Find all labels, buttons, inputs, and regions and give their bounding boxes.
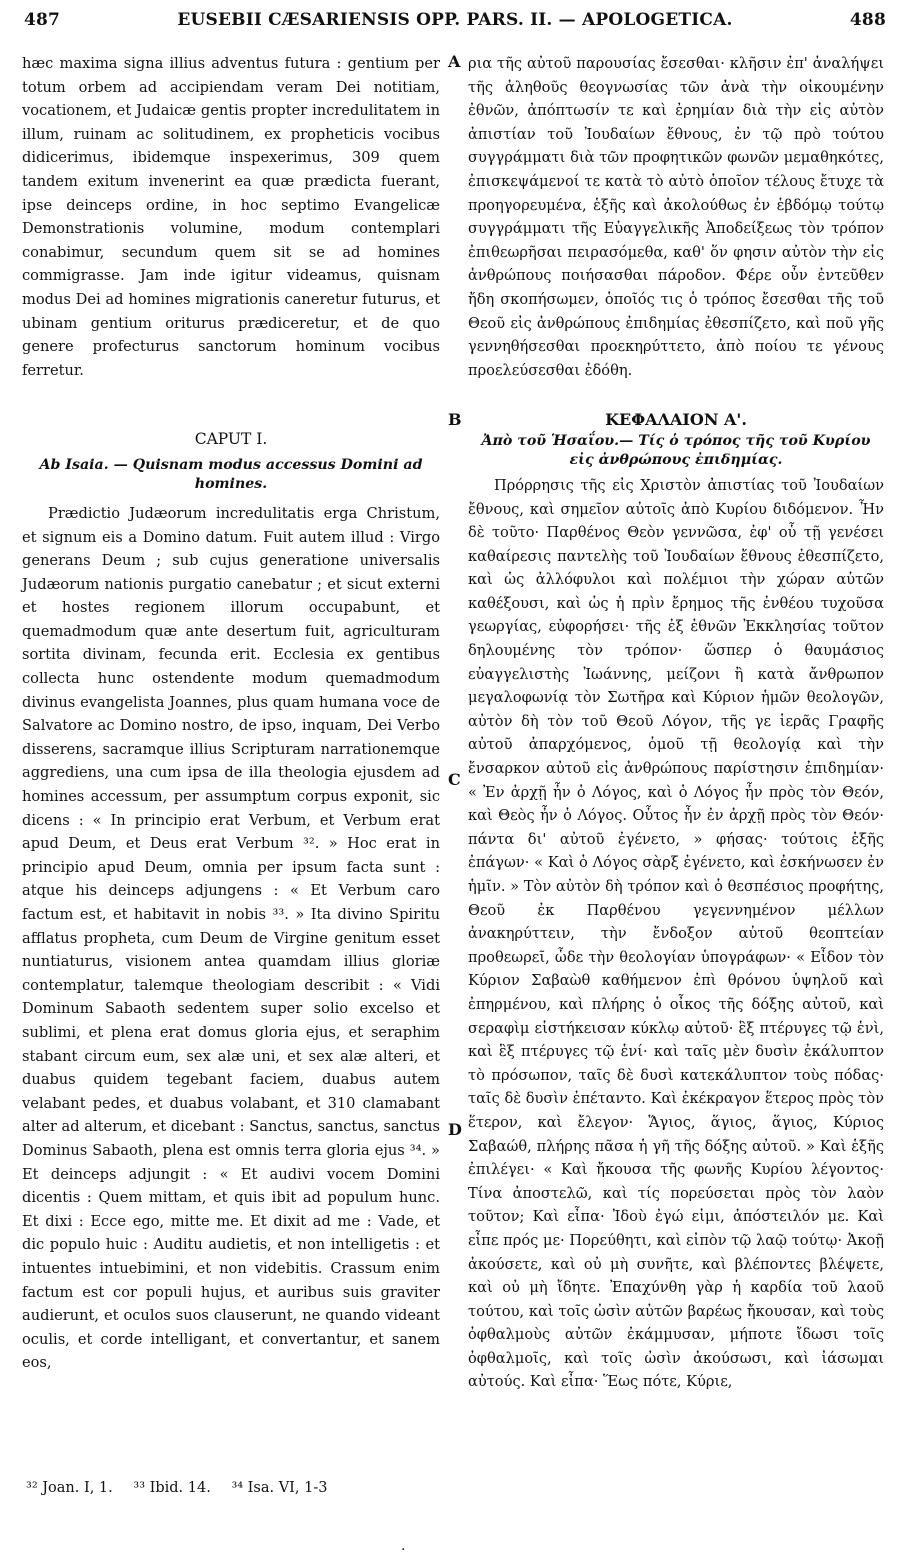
latin-paragraph-2: Prædictio Judæorum incredulitatis erga Christum, et signum eis a Domino datum. Fuit autem illud : Virgo generans Deum ; sub cujus generatione universalis Judæorum nationis purgatio canebatur ; et sicut externi et hostes regionem illorum occupabunt, et quemadmodum quæ ante desertum fuit, agriculturam sortita divinam, fecunda erit. Ecclesia ex gentibus collecta hunc ostendente modum quemadmodum divinus evangelista Joannes, plus quam humana voce de Salvatore ac Domino nostro, de ipso, inquam, Dei Verbo disserens, sacramque illius Scripturam narrationemque aggrediens, una cum ipsa de illa theologia ejusdem ad homines accessum, per assumptum corpus exponit, sic dicens : « In principio erat Verbum, et Verbum erat apud Deum, et Deus erat Verbum ³². » Hoc erat in principio apud Deum, omnia per ipsum facta sunt : atque his deinceps adjungens : « Et Verbum caro factum est, et habitavit in nobis ³³. » Ita divino Spiritu afflatus propheta, cum Deum de Virgine genitum esset nuntiaturus, visionem antea quamdam illius gloriæ contemplatur, talemque theologiam describit : « Vidi Dominum Sabaoth sedentem super solio excelso et sublimi, et plena erat domus gloria ejus, et seraphim stabant circum eum, sex alæ uni, et sex alæ alteri, et duabus quidem tegebant faciem, duabus autem velabant pedes, et duabus volabant, et 310 clamabant alter ad alterum, et dicebant : Sanctus, sanctus, sanctus Dominus Sabaoth, plena est omnis terra gloria ejus ³⁴. » Et deinceps adjungit : « Et audivi vocem Domini dicentis : Quem mittam, et quis ibit ad populum hunc. Et dixi : Ecce ego, mitte me. Et dixit ad me : Vade, et dic populo huic : Auditu audietis, et non intelligetis : et intuentes intuebimini, et non videbitis. Crassum enim factum est cor populi hujus, et auribus suis graviter audierunt, et oculos suos clauserunt, ne quando videant oculis, et corde intelligant, et convertantur, et sanem eos, (22, 504, 440, 1372)
greek-column (468, 52, 884, 1394)
margin-letter-c: C (448, 770, 461, 789)
page-number-right: 488 (849, 10, 886, 30)
margin-letter-b: B (448, 410, 462, 429)
page-number-left: 487 (24, 10, 61, 30)
margin-letter-d: D (448, 1120, 462, 1139)
running-title: EUSEBII CÆSARIENSIS OPP. PARS. II. — APOLOGETICA. (177, 10, 733, 30)
greek-paragraph-2: Πρόρρησις τῆς εἰς Χριστὸν ἀπιστίας τοῦ Ἰουδαίων ἔθνους, καὶ σημεῖον αὐτοῖς ἀπὸ Κυρίου διδόμενον. Ἦν δὲ τοῦτο· Παρθένος Θεὸν γεννῶσα, ἐφ' οὗ τῇ γενέσει καθαίρεσις παντελὴς τοῦ Ἰουδαίων ἔθνους ἐθεσπίζετο, καὶ ὡς ἀλλόφυλοι καὶ πολέμιοι τὴν χώραν αὐτῶν καθέξουσι, καὶ ὡς ἡ πρὶν ἔρημος τῆς ἐνθέου τυχοῦσα γεωργίας, εὐφορήσει· τῆς ἐξ ἐθνῶν Ἐκκλησίας τοῦτον δηλουμένης τὸν τρόπον· ὥσπερ ὁ θαυμάσιος εὐαγγελιστὴς Ἰωάννης, μείζονι ἢ κατὰ ἄνθρωπον μεγαλοφωνίᾳ τὸν Σωτῆρα καὶ Κύριον ἡμῶν θεολογῶν, αὐτὸν δὴ τὸν τοῦ Θεοῦ Λόγον, τῆς γε ἱερᾶς Γραφῆς αὐτοῦ ἀπαρχόμενος, ὁμοῦ τῇ θεολογίᾳ καὶ τὴν ἔνσαρκον αὐτοῦ εἰς ἀνθρώπους παρίστησιν ἐπιδημίαν· « Ἐν ἀρχῇ ἦν ὁ Λόγος, καὶ ὁ Λόγος ἦν πρὸς τὸν Θεόν, καὶ Θεὸς ἦν ὁ Λόγος. Οὗτος ἦν ἐν ἀρχῇ πρὸς τὸν Θεόν· πάντα δι' αὐτοῦ ἐγένετο, » φήσας· τούτοις ἑξῆς ἐπάγων· « Καὶ ὁ Λόγος σὰρξ ἐγένετο, καὶ ἐσκήνωσεν ἐν ἡμῖν. » Τὸν αὐτὸν δὴ τρόπον καὶ ὁ θεσπέσιος προφήτης, Θεοῦ ἐκ Παρθένου γεγεννημένον μέλλων ἀνακηρύττειν, τὴν ἔνδοξον αὐτοῦ θεοπτείαν προθεωρεῖ, ὧδε τὴν θεολογίαν ὑπογράφων· « Εἶδον τὸν Κύριον Σαβαὼθ καθήμενον ἐπὶ θρόνου ὑψηλοῦ καὶ ἐπηρμένου, καὶ πλήρης ὁ οἶκος τῆς δόξης αὐτοῦ, καὶ σεραφὶμ εἱστήκεισαν κύκλῳ αὐτοῦ· ἓξ πτέρυγες τῷ ἑνὶ, καὶ ἓξ πτέρυγες τῷ ἑνί· καὶ ταῖς μὲν δυσὶν ἐκάλυπτον τὸ πρόσωπον, ταῖς δὲ δυσὶ κατεκάλυπτον τοὺς πόδας· ταῖς δὲ δυσὶν ἐπέταντο. Καὶ ἐκέκραγον ἕτερος πρὸς τὸν ἕτερον, καὶ ἔλεγον· Ἅγιος, ἅγιος, ἅγιος, Κύριος Σαβαώθ, πλήρης πᾶσα ἡ γῆ τῆς δόξης αὐτοῦ. » Καὶ ἑξῆς ἐπιλέγει· « Καὶ ἤκουσα τῆς φωνῆς Κυρίου λέγοντος· Τίνα ἀποστελῶ, καὶ τίς πορεύσεται πρὸς τὸν λαὸν τοῦτον; Καὶ εἶπα· Ἰδοὺ ἐγώ εἰμι, ἀπόστειλόν με. Καὶ εἶπε πρός με· Πορεύθητι, καὶ εἰπὸν τῷ λαῷ τούτῳ· Ἀκοῇ ἀκούσετε, καὶ οὐ μὴ συνῆτε, καὶ βλέποντες βλέψετε, καὶ οὐ μὴ ἴδητε. Ἐπαχύνθη γὰρ ἡ καρδία τοῦ λαοῦ τούτου, καὶ τοῖς ὠσὶν αὐτῶν βαρέως ἤκουσαν, καὶ τοὺς ὀφθαλμοὺς αὐτῶν ἐκάμμυσαν, μήποτε ἴδωσι τοῖς ὀφθαλμοῖς, καὶ τοῖς ὠσὶν ἀκούσωσι, καὶ ἰάσωμαι αὐτούς. Καὶ εἶπα· Ἕως πότε, Κύριε, (468, 476, 884, 1391)
greek-paragraph-1: ρια τῆς αὐτοῦ παρουσίας ἔσεσθαι· κλῆσιν ἐπ' ἀναλήψει τῆς ἀληθοῦς θεογνωσίας τῶν ἀνὰ τὴν οἰκουμένην ἐθνῶν, ἀπόπτωσίν τε καὶ ἐρημίαν διὰ τὴν εἰς αὐτὸν ἀπιστίαν τοῦ Ἰουδαίων ἔθνους, ἐν τῷ πρὸ τούτου συγγράμματι διὰ τῶν προφητικῶν φωνῶν μεμαθηκότες, ἐπισκεψάμενοί τε κατὰ τὸ αὐτὸ ὁποῖον τέλους ἔτυχε τὰ προηγορευμένα, ἑξῆς καὶ ἀκολούθως ἐν ἑβδόμῳ τούτῳ συγγράμματι τῆς Εὐαγγελικῆς Ἀποδείξεως τὸν τρόπον ἐπιθεωρῆσαι πειρασόμεθα, καθ' ὅν φησιν αὐτὸν τὴν εἰς ἀνθρώπους ποιήσασθαι πάροδον. Φέρε οὖν ἐντεῦθεν ἤδη σκοπήσωμεν, ὁποῖός τις ὁ τρόπος ἔσεσθαι τῆς τοῦ Θεοῦ εἰς ἀνθρώπους ἐπιδημίας ἐθεσπίζετο, καὶ ποῦ γῆς γεννηθήσεσθαι προεκηρύττετο, ἀπὸ ποίου τε γένους προελεύσεσθαι ἐδόθη. (468, 55, 884, 379)
running-header (24, 10, 886, 40)
footnotes (26, 1480, 446, 1496)
latin-paragraph-1: hæc maxima signa illius adventus futura : gentium per totum orbem ad accipiendam veram Dei notitiam, vocationem, et Judaicæ gentis propter incredulitatem in illum, ruinam ac solitudinem, ex propheticis vocibus didicerimus, ibidemque inspexerimus, 309 quem tandem exitum invenerint ea quæ prædicta fuerant, ipse deinceps ordine, in hoc septimo Evangelicæ Demonstrationis volumine, modum contemplari conabimur, secundum quem sit se ad homines commigrasse. Jam inde igitur videamus, quisnam modus Dei ad homines migrationis caneretur futurus, et ubinam gentium oriturus prædiceretur, et de quo genere profecturus sanctorum hominum vocibus ferretur. (22, 55, 440, 379)
page-mark: . (401, 1538, 406, 1554)
greek-chapter-subtitle: Ἀπὸ τοῦ Ἡσαΐου.— Τίς ὁ τρόπος τῆς τοῦ Κυρίου εἰς ἀνθρώπους ἐπιδημίας. (481, 432, 871, 468)
latin-column (22, 52, 440, 1375)
footnote-32: ³² Joan. I, 1. (26, 1480, 113, 1496)
footnote-34: ³⁴ Isa. VI, 1-3 (231, 1480, 328, 1496)
latin-chapter-subtitle: Ab Isaia. — Quisnam modus accessus Domini ad homines. (39, 456, 423, 492)
latin-chapter-title: CAPUT I. (194, 430, 268, 449)
margin-letter-a: A (448, 52, 461, 71)
footnote-33: ³³ Ibid. 14. (133, 1480, 211, 1496)
greek-chapter-title: ΚΕΦΑΛΑΙΟΝ Α'. (605, 410, 747, 430)
